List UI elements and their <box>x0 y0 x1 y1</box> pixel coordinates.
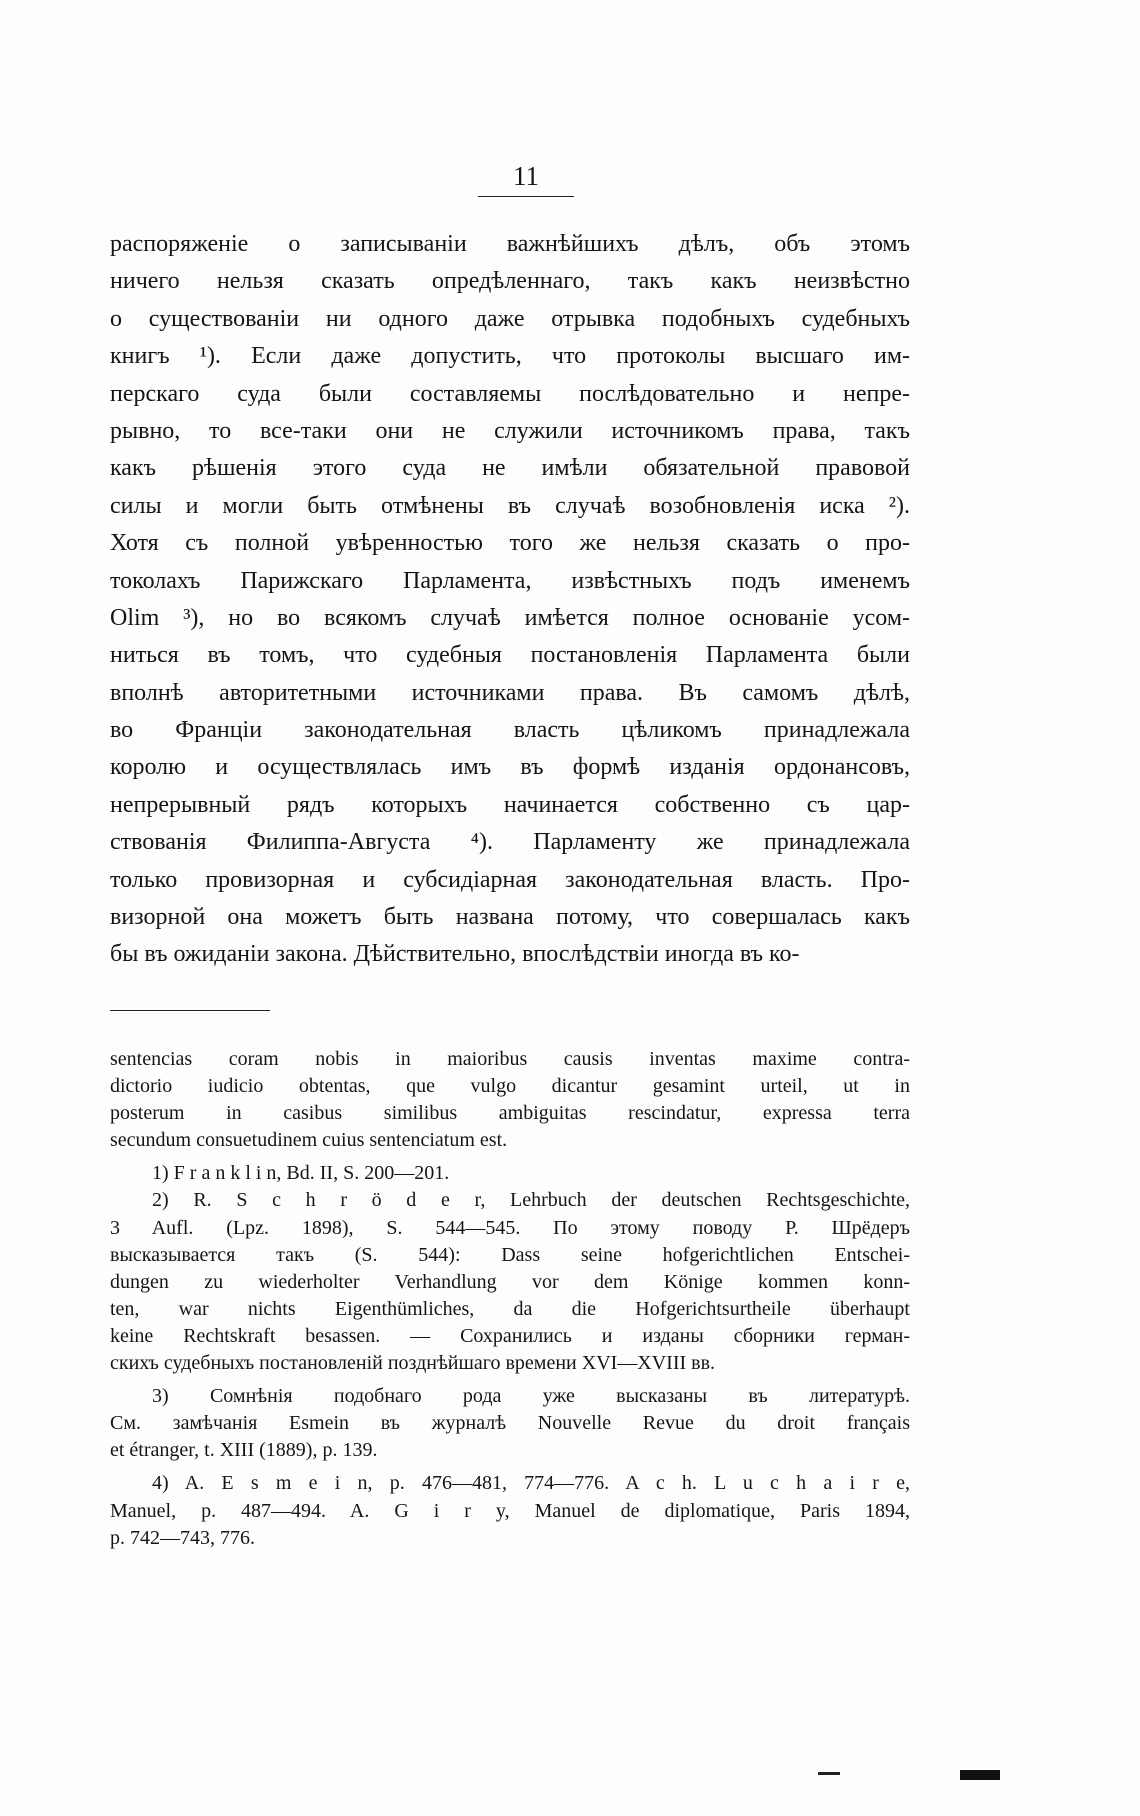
footnote-line: dungen zu wiederholter Verhandlung vor dem Könige kommen konn- <box>110 1270 910 1293</box>
footnote-line: 2) R. S c h r ö d e r, Lehrbuch der deutschen Rechtsgeschichte, <box>152 1189 910 1212</box>
text-line: распоряженіе о записываніи важнѣйшихъ дѣлъ, объ этомъ <box>110 231 910 257</box>
footnote-line: Manuel, p. 487—494. A. G i r y, Manuel de diplomatique, Paris 1894, <box>110 1499 910 1522</box>
footnote-line: 3 Aufl. (Lpz. 1898), S. 544—545. По этому поводу Р. Шрёдеръ <box>110 1216 910 1239</box>
text-line: Olim ³), но во всякомъ случаѣ имѣется полное основаніе усом- <box>110 604 910 631</box>
footnote-line: dictorio iudicio obtentas, que vulgo dicantur gesamint urteil, ut in <box>110 1075 910 1098</box>
page-number: 11 <box>478 160 574 197</box>
text-line: ствованія Филиппа-Августа ⁴). Парламенту же принадлежала <box>110 829 910 856</box>
main-text <box>110 226 910 974</box>
footnote-3 <box>110 1383 910 1464</box>
text-line: визорной она можетъ быть названа потому, что совершалась какъ <box>110 904 910 931</box>
text-line: ниться въ томъ, что судебныя постановленія Парламента были <box>110 642 910 669</box>
text-line: Хотя съ полной увѣренностью того же нельзя сказать о про- <box>110 530 910 557</box>
text-line: ничего нельзя сказать опредѣленнаго, такъ какъ неизвѣстно <box>110 268 910 295</box>
footnote-rule <box>110 1010 270 1011</box>
footnote-2 <box>110 1187 910 1377</box>
footnote-line: keine Rechtskraft besassen. — Сохранились и изданы сборники герман- <box>110 1324 910 1347</box>
text-line: королю и осуществлялась имъ въ формѣ изданія ордонансовъ, <box>110 754 910 781</box>
text-line: токолахъ Парижскаго Парламента, извѣстныхъ подъ именемъ <box>110 567 910 594</box>
footnote-line: et étranger, t. XIII (1889), p. 139. <box>110 1439 378 1462</box>
footnote-line: 1) F r a n k l i n, Bd. II, S. 200—201. <box>152 1162 450 1185</box>
text-line: вполнѣ авторитетными источниками права. Въ самомъ дѣлѣ, <box>110 679 910 706</box>
text-line: какъ рѣшенія этого суда не имѣли обязательной правовой <box>110 455 910 482</box>
footnote-line: См. замѣчанія Esmein въ журналѣ Nouvelle Revue du droit français <box>110 1412 910 1435</box>
text-line: только провизорная и субсидіарная законодательная власть. Про- <box>110 866 910 893</box>
scan-mark <box>818 1772 840 1775</box>
text-line: бы въ ожиданіи закона. Дѣйствительно, впослѣдствіи иногда въ ко- <box>110 941 800 968</box>
footnote-line: secundum consuetudinem cuius sentenciatum est. <box>110 1129 508 1152</box>
footnote-line: 4) A. E s m e i n, p. 476—481, 774—776. A c h. L u c h a i r e, <box>152 1472 910 1495</box>
footnote-line: 3) Сомнѣнія подобнаго рода уже высказаны въ литературѣ. <box>152 1385 910 1408</box>
text-line: о существованіи ни одного даже отрывка подобныхъ судебныхъ <box>110 305 910 332</box>
footnote-line: sentencias coram nobis in maioribus causis inventas maxime contra- <box>110 1048 910 1070</box>
text-line: книгъ ¹). Если даже допустить, что протоколы высшаго им- <box>110 343 910 370</box>
scan-mark <box>960 1770 1000 1780</box>
footnote-4 <box>110 1470 910 1551</box>
footnote-1 <box>110 1160 910 1187</box>
footnote-continuation <box>110 1046 910 1154</box>
footnote-line: ten, war nichts Eigenthümliches, da die Hofgerichtsurtheile überhaupt <box>110 1297 910 1320</box>
footnotes <box>110 1046 910 1552</box>
footnote-line: высказывается такъ (S. 544): Dass seine hofgerichtlichen Entschei- <box>110 1243 910 1266</box>
footnote-line: скихъ судебныхъ постановленій позднѣйшаго времени XVI—XVIII вв. <box>110 1352 716 1375</box>
text-line: рывно, то все-таки они не служили источникомъ права, такъ <box>110 417 910 444</box>
text-line: непрерывный рядъ которыхъ начинается собственно съ цар- <box>110 791 910 818</box>
text-line: перскаго суда были составляемы послѣдовательно и непре- <box>110 380 910 407</box>
text-line: силы и могли быть отмѣнены въ случаѣ возобновленія иска ²). <box>110 492 910 519</box>
footnote-line: p. 742—743, 776. <box>110 1526 255 1549</box>
footnote-line: posterum in casibus similibus ambiguitas rescindatur, expressa terra <box>110 1102 910 1125</box>
text-line: во Франціи законодательная власть цѣликомъ принадлежала <box>110 717 910 744</box>
